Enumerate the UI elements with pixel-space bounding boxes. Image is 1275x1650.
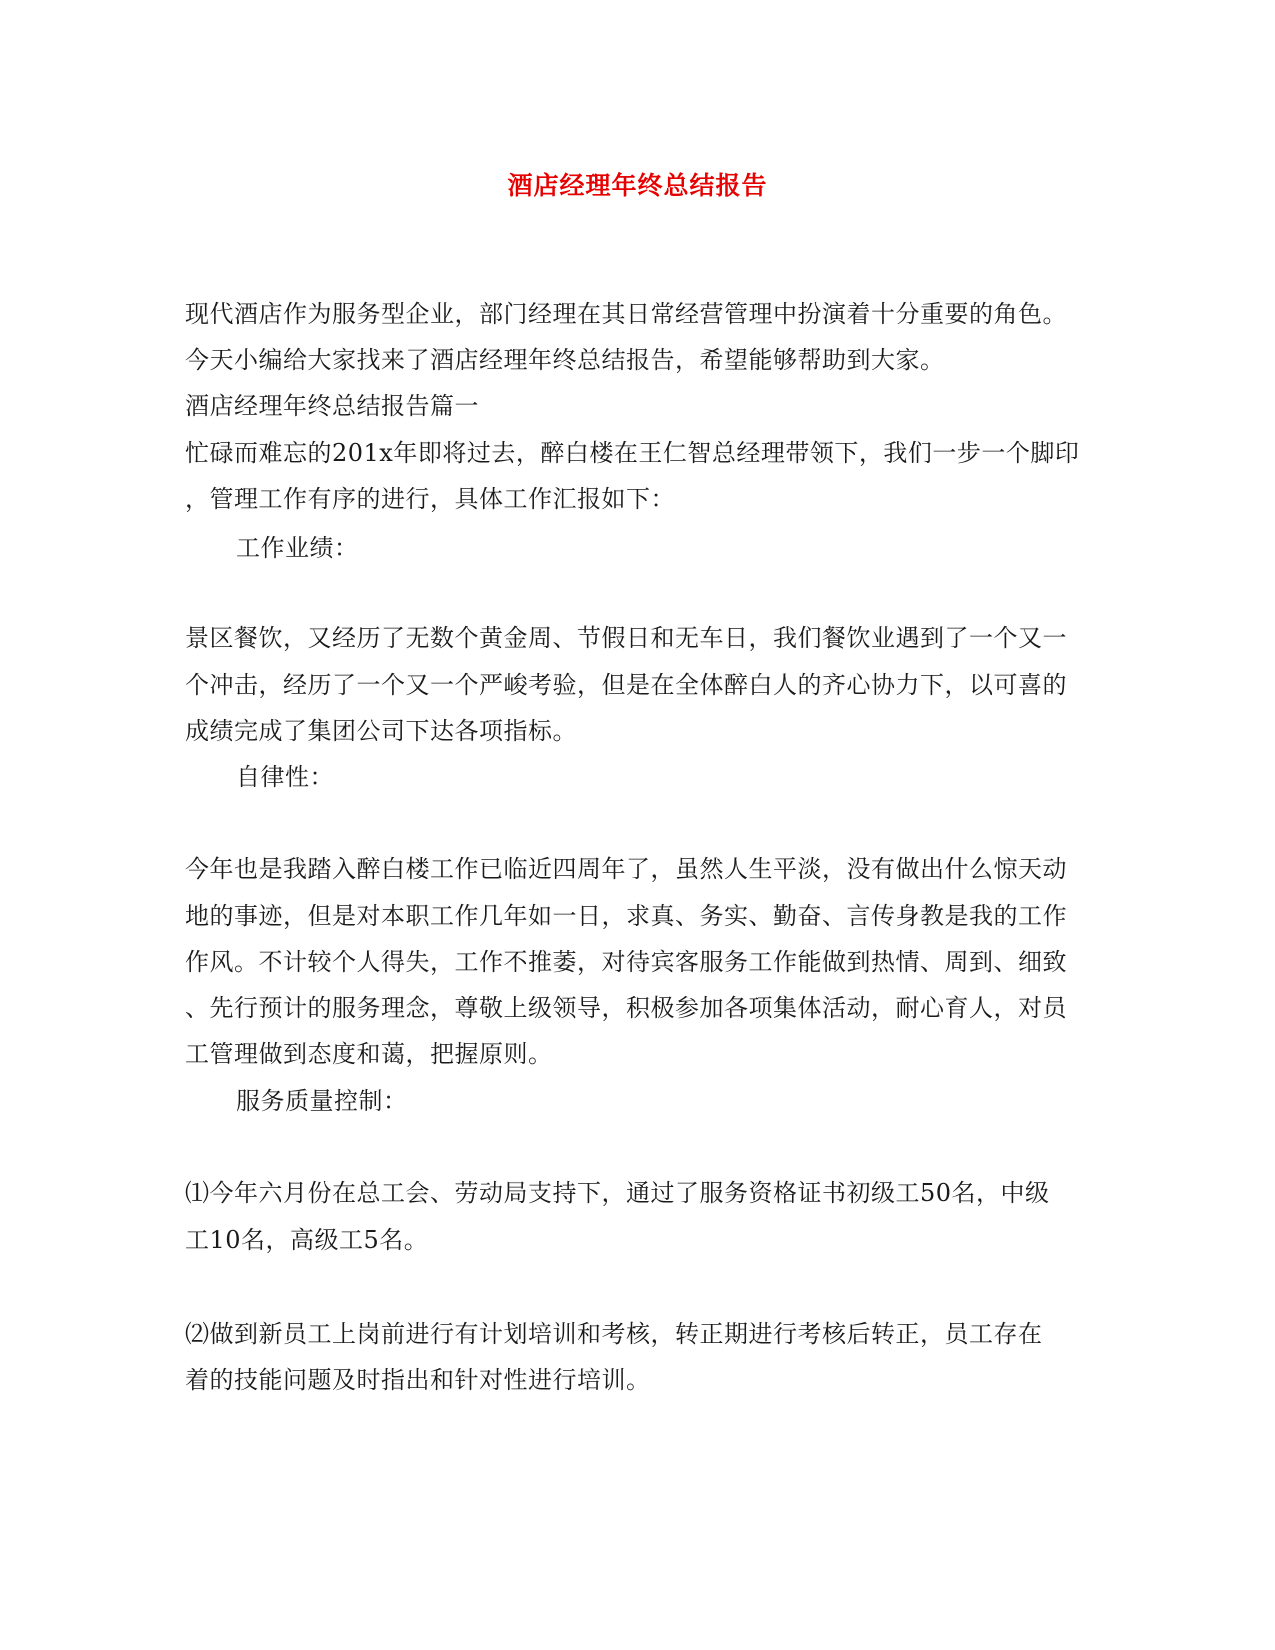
list-item-line: ⑵做到新员工上岗前进行有计划培训和考核，转正期进行考核后转正，员工存在: [185, 1320, 1043, 1348]
paragraph-line: 忙碌而难忘的201x年即将过去，醉白楼在王仁智总经理带领下，我们一步一个脚印: [185, 439, 1080, 467]
paragraph-line: 地的事迹，但是对本职工作几年如一日，求真、务实、勤奋、言传身教是我的工作: [185, 902, 1067, 930]
subsection-heading: 工作业绩：: [236, 534, 359, 562]
paragraph-line: 景区餐饮，又经历了无数个黄金周、节假日和无车日，我们餐饮业遇到了一个又一: [185, 624, 1067, 652]
subsection-heading: 服务质量控制：: [236, 1087, 408, 1115]
paragraph-line: 成绩完成了集团公司下达各项指标。: [185, 717, 577, 745]
paragraph-line: 今天小编给大家找来了酒店经理年终总结报告，希望能够帮助到大家。: [185, 346, 945, 374]
paragraph-line: 今年也是我踏入醉白楼工作已临近四周年了，虽然人生平淡，没有做出什么惊天动: [185, 855, 1067, 883]
list-item-line: ⑴今年六月份在总工会、劳动局支持下，通过了服务资格证书初级工50名，中级: [185, 1179, 1050, 1207]
paragraph-line: 现代酒店作为服务型企业，部门经理在其日常经营管理中扮演着十分重要的角色。: [185, 300, 1067, 328]
paragraph-line: ，管理工作有序的进行，具体工作汇报如下：: [185, 485, 675, 513]
paragraph-line: 工管理做到态度和蔼，把握原则。: [185, 1040, 553, 1068]
section-heading: 酒店经理年终总结报告篇一: [185, 392, 479, 420]
paragraph-line: 作风。不计较个人得失，工作不推萎，对待宾客服务工作能做到热情、周到、细致: [185, 948, 1067, 976]
subsection-heading: 自律性：: [236, 763, 334, 791]
list-item-line: 工10名，高级工5名。: [185, 1226, 429, 1254]
paragraph-line: 个冲击，经历了一个又一个严峻考验，但是在全体醉白人的齐心协力下，以可喜的: [185, 671, 1067, 699]
paragraph-line: 、先行预计的服务理念，尊敬上级领导，积极参加各项集体活动，耐心育人，对员: [185, 994, 1067, 1022]
list-item-line: 着的技能问题及时指出和针对性进行培训。: [185, 1366, 651, 1394]
document-title: 酒店经理年终总结报告: [507, 171, 768, 200]
